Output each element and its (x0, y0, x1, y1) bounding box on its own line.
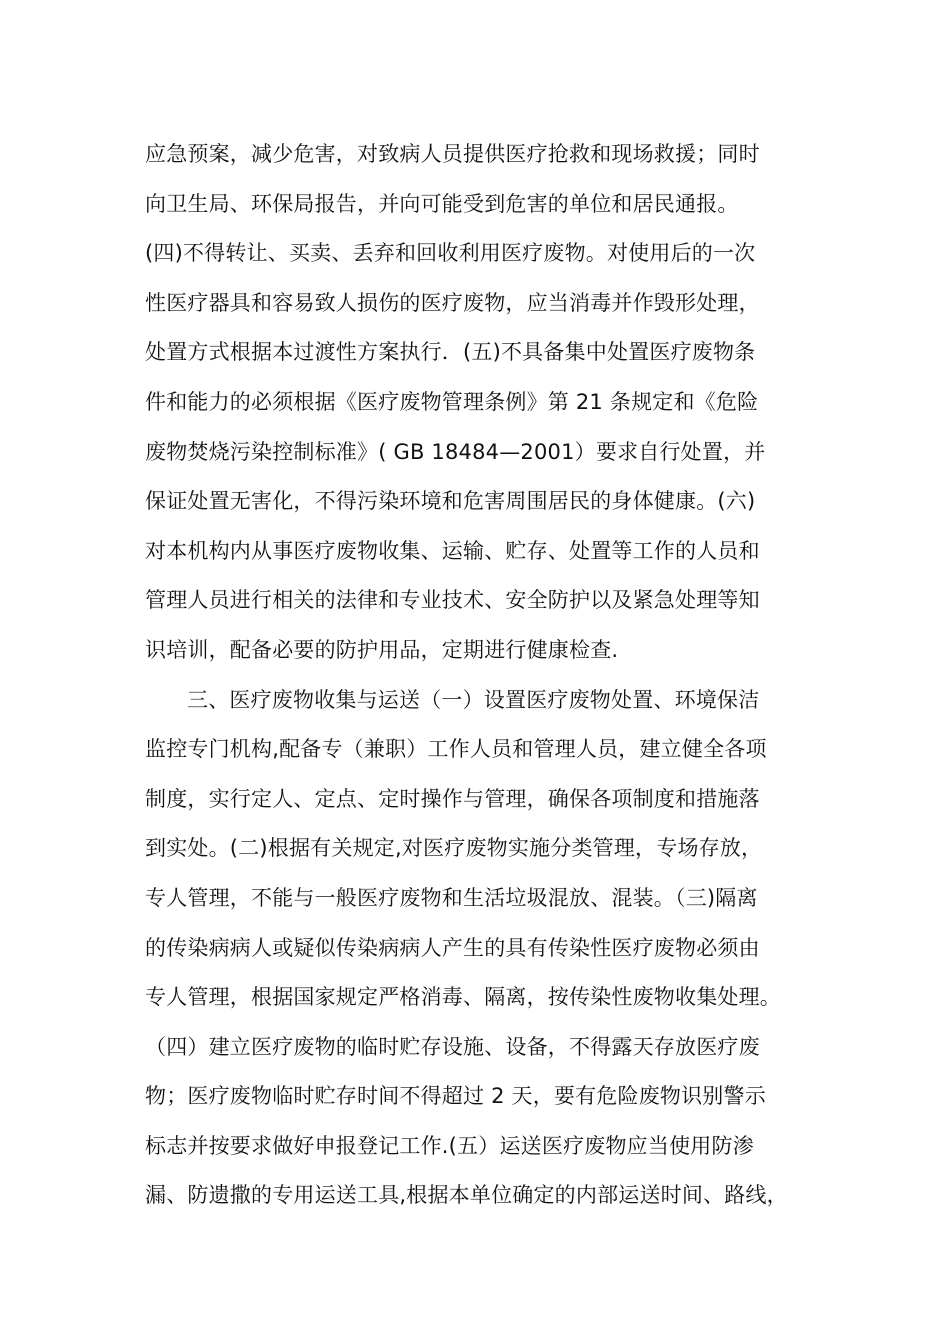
text-line: （四）建立医疗废物的临时贮存设施、设备，不得露天存放医疗废 (145, 1034, 760, 1059)
text-line: 向卫生局、环保局报告，并向可能受到危害的单位和居民通报。 (145, 191, 739, 216)
text-line: 标志并按要求做好申报登记工作.(五）运送医疗废物应当使用防渗 (145, 1133, 754, 1158)
text-line: 废物焚烧污染控制标准》( GB 18484—2001）要求自行处置，并 (145, 439, 766, 464)
text-line: 的传染病病人或疑似传染病病人产生的具有传染性医疗废物必须由 (145, 935, 760, 960)
text-line: 管理人员进行相关的法律和专业技术、安全防护以及紧急处理等知 (145, 588, 760, 613)
text-line: (四)不得转让、买卖、丢弃和回收利用医疗废物。对使用后的一次 (145, 241, 756, 266)
text-line: 处置方式根据本过渡性方案执行．(五)不具备集中处置医疗废物条 (145, 340, 756, 365)
text-line: 保证处置无害化，不得污染环境和危害周围居民的身体健康。(六) (145, 489, 756, 514)
text-line: 专人管理，根据国家规定严格消毒、隔离，按传染性废物收集处理。 (145, 985, 781, 1010)
text-line: 监控专门机构,配备专（兼职）工作人员和管理人员，建立健全各项 (145, 737, 767, 762)
text-line: 物；医疗废物临时贮存时间不得超过 2 天，要有危险废物识别警示 (145, 1084, 766, 1109)
text-line: 性医疗器具和容易致人损伤的医疗废物，应当消毒并作毁形处理， (145, 290, 760, 315)
section-heading-line: 三、医疗废物收集与运送（一）设置医疗废物处置、环境保洁 (187, 687, 760, 712)
body-text (145, 130, 825, 1221)
text-line: 漏、防遗撒的专用运送工具,根据本单位确定的内部运送时间、路线， (145, 1183, 788, 1208)
text-line: 专人管理，不能与一般医疗废物和生活垃圾混放、混装。（三)隔离 (145, 885, 758, 910)
text-line: 到实处。(二)根据有关规定,对医疗废物实施分类管理，专场存放， (145, 836, 763, 861)
text-line: 识培训，配备必要的防护用品，定期进行健康检查. (145, 637, 619, 662)
text-line: 应急预案，减少危害，对致病人员提供医疗抢救和现场救援；同时 (145, 142, 760, 166)
text-line: 件和能力的必须根据《医疗废物管理条例》第 21 条规定和《危险 (145, 389, 759, 414)
text-line: 制度，实行定人、定点、定时操作与管理，确保各项制度和措施落 (145, 786, 760, 811)
text-line: 对本机构内从事医疗废物收集、运输、贮存、处置等工作的人员和 (145, 538, 760, 563)
